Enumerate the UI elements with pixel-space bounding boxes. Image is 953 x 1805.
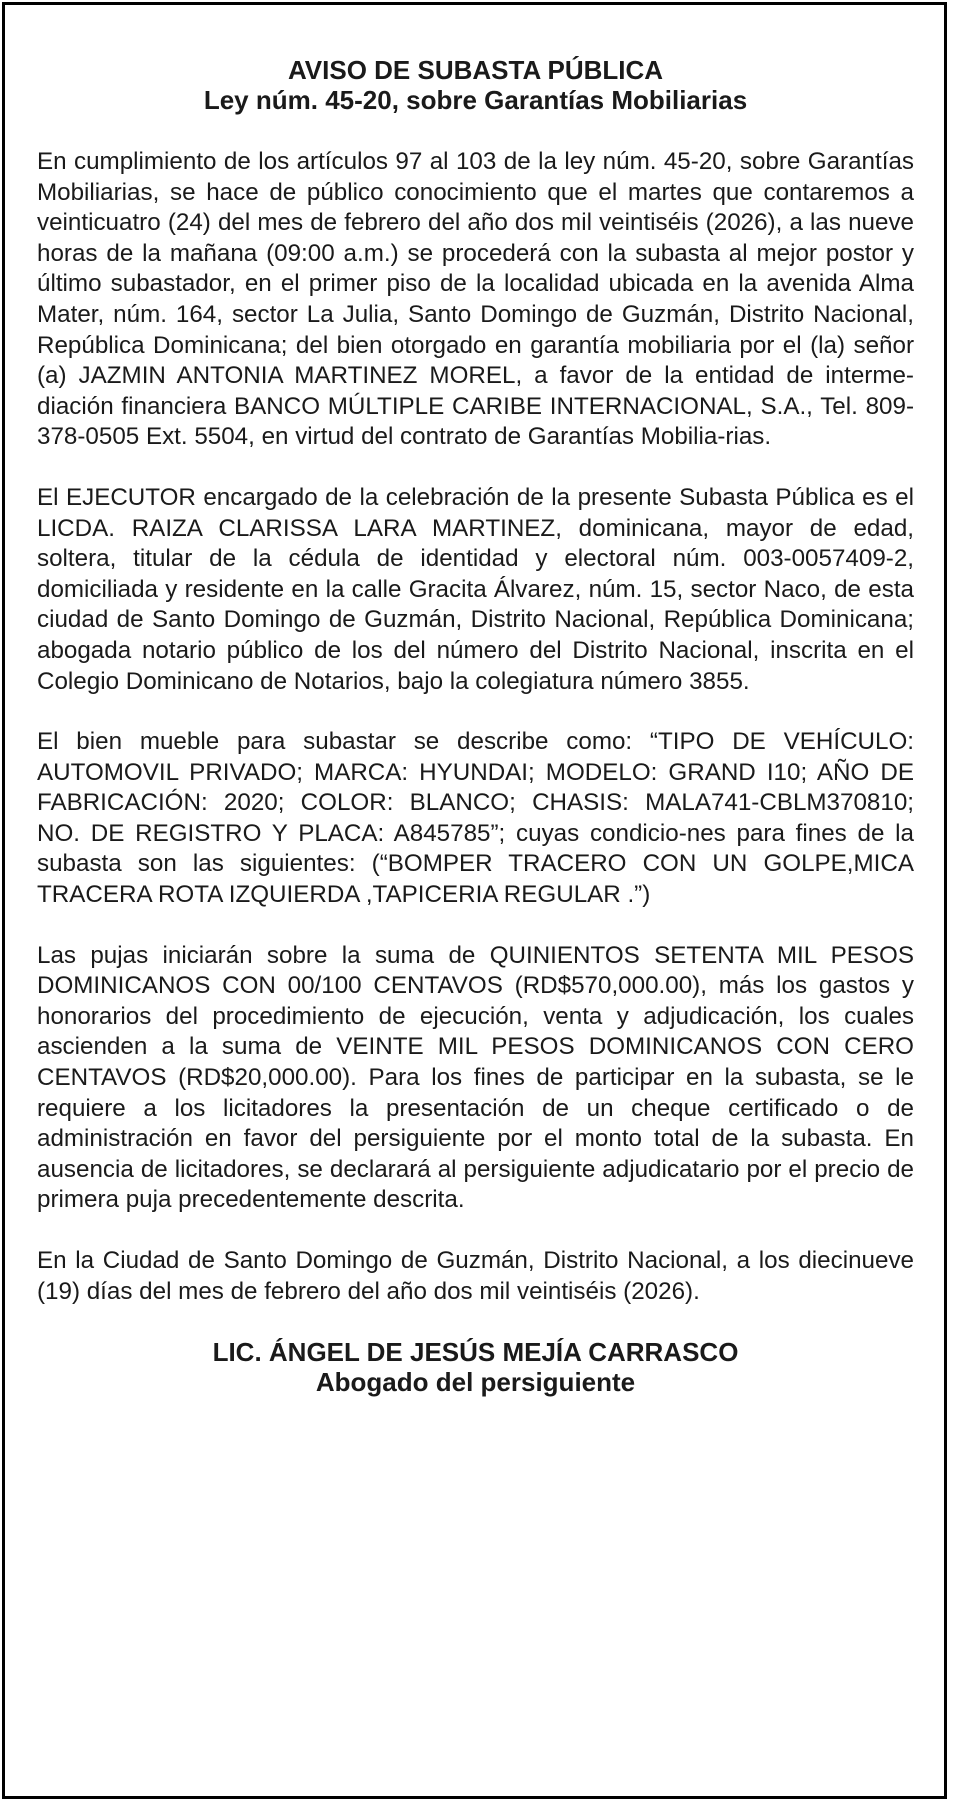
notice-content: [37, 55, 914, 1397]
signature-role: Abogado del persiguiente: [315, 1367, 636, 1398]
legal-notice: [2, 2, 947, 1799]
notice-header: [37, 55, 914, 115]
paragraph-vehicle-description: El bien mueble para subastar se describe como: “TIPO DE VEHÍCULO: AUTOMOVIL PRIVADO; MARCA: HYUNDAI; MODELO: GRAND I10; AÑO DE FABRICACIÓN: 2020; COLOR: BLANCO; CHASIS: MALA741-CBLM370810; NO. DE REGISTRO Y PLACA: A845785”; cuyas condicio-nes para fines de la subasta son las siguientes: (“BOMPER TRACERO CON UN GOLPE,MICA TRACERA ROTA IZQUIERDA ,TAPICERIA REGULAR .”): [37, 728, 914, 909]
paragraph-executor: El EJECUTOR encargado de la celebración de la presente Subasta Pública es el LICDA. RAIZA CLARISSA LARA MARTINEZ, dominicana, mayor de edad, soltera, titular de la cédula de identidad y electoral núm. 003-0057409-2, domiciliada y residente en la calle Gracita Álvarez, núm. 15, sector Naco, de esta ciudad de Santo Domingo de Guzmán, Distrito Nacional, República Dominicana; abogada notario público de los del número del Distrito Nacional, inscrita en el Colegio Dominicano de Notarios, bajo la colegiatura número 3855.: [37, 483, 914, 695]
notice-title: AVISO DE SUBASTA PÚBLICA: [287, 55, 664, 85]
notice-subtitle: Ley núm. 45-20, sobre Garantías Mobiliarias: [203, 85, 748, 115]
paragraph-auction-announcement: En cumplimiento de los artículos 97 al 103 de la ley núm. 45-20, sobre Garantías Mobiliarias, se hace de público conocimiento que el martes que contaremos a veinticuatro (24) del mes de febrero del año dos mil veintiséis (2026), a las nueve horas de la mañana (09:00 a.m.) se procederá con la subasta al mejor postor y último subastador, en el primer piso de la localidad ubicada en la avenida Alma Mater, núm. 164, sector La Julia, Santo Domingo de Guzmán, Distrito Nacional, República Dominicana; del bien otorgado en garantía mobiliaria por el (la) señor (a) JAZMIN ANTONIA MARTINEZ MOREL, a favor de la entidad de interme-diación financiera BANCO MÚLTIPLE CARIBE INTERNACIONAL, S.A., Tel. 809-378-0505 Ext. 5504, en virtud del contrato de Garantías Mobilia-rias.: [37, 148, 914, 451]
paragraph-bidding-terms: Las pujas iniciarán sobre la suma de QUINIENTOS SETENTA MIL PESOS DOMINICANOS CON 00/100 CENTAVOS (RD$570,000.00), más los gastos y honorarios del procedimiento de ejecución, venta y adjudicación, los cuales ascienden a la suma de VEINTE MIL PESOS DOMINICANOS CON CERO CENTAVOS (RD$20,000.00). Para los fines de participar en la subasta, se le requiere a los licitadores la presentación de un cheque certificado o de administración en favor del persiguiente por el monto total de la subasta. En ausencia de licitadores, se declarará al persiguiente adjudicatario por el precio de primera puja precedentemente descrita.: [37, 941, 914, 1214]
signature-name: LIC. ÁNGEL DE JESÚS MEJÍA CARRASCO: [212, 1337, 739, 1368]
signature-block: [37, 1337, 914, 1397]
paragraph-place-date: En la Ciudad de Santo Domingo de Guzmán, Distrito Nacional, a los diecinueve (19) días del mes de febrero del año dos mil veintiséis (2026).: [37, 1247, 914, 1305]
